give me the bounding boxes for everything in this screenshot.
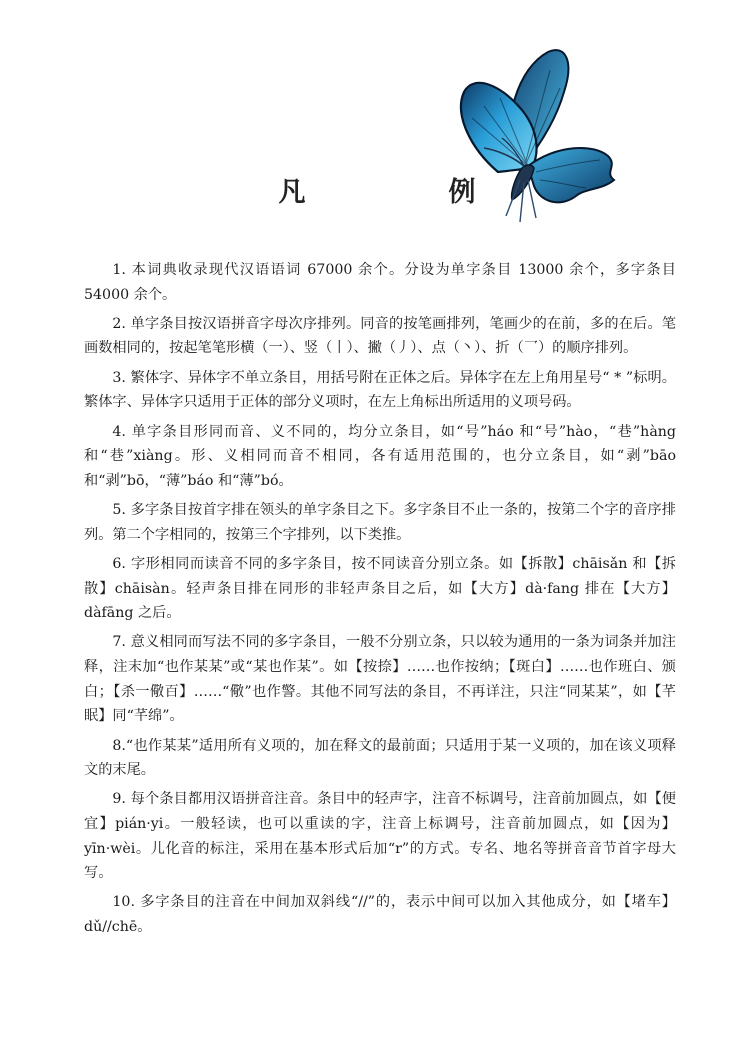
butterfly-illustration-icon <box>440 40 640 240</box>
note-paragraph-8: 8.“也作某某”适用所有义项的，加在释文的最前面；只适用于某一义项的，加在该义项释文的末尾。 <box>84 737 676 779</box>
usage-notes <box>84 258 676 944</box>
note-paragraph-6: 6. 字形相同而读音不同的多字条目，按不同读音分别立条。如【拆散】chāisǎn 和【拆散】chāisàn。轻声条目排在同形的非轻声条目之后，如【大方】dà·fang 排在【大方】dàfāng 之后。 <box>84 555 676 622</box>
note-paragraph-7: 7. 意义相同而写法不同的多字条目，一般不分别立条，只以较为通用的一条为词条并加注释，注末加“也作某某”或“某也作某”。如【按捺】……也作按纳；【斑白】……也作班白、颁白；【杀一儆百】……“儆”也作警。其他不同写法的条目，不再详注，只注“同某某”，如【芊眠】同“芊绵”。 <box>84 634 676 725</box>
note-paragraph-10: 10. 多字条目的注音在中间加双斜线“//”的，表示中间可以加入其他成分，如【堵车】dǔ//chē。 <box>84 894 676 936</box>
note-paragraph-9: 9. 每个条目都用汉语拼音注音。条目中的轻声字，注音不标调号，注音前加圆点，如【便宜】pián·yi。一般轻读，也可以重读的字，注音上标调号，注音前加圆点，如【因为】yīn·wèi。儿化音的标注，采用在基本形式后加“r”的方式。专名、地名等拼音音节首字母大写。 <box>84 791 676 882</box>
note-paragraph-4: 4. 单字条目形同而音、义不同的，均分立条目，如“号”háo 和“号”hào，“巷”hàng 和“巷”xiàng。形、义相同而音不相同，各有适用范围的，也分立条目，如“剥”bāo 和“剥”bō，“薄”báo 和“薄”bó。 <box>84 423 676 489</box>
note-paragraph-3: 3. 繁体字、异体字不单立条目，用括号附在正体之后。异体字在左上角用星号“ * ”标明。繁体字、异体字只适用于正体的部分义项时，在左上角标出所适用的义项号码。 <box>84 369 676 411</box>
note-paragraph-2: 2. 单字条目按汉语拼音字母次序排列。同音的按笔画排列，笔画少的在前，多的在后。笔画数相同的，按起笔笔形横（一）、竖（丨）、撇（丿）、点（丶）、折（乛）的顺序排列。 <box>84 315 676 357</box>
note-paragraph-1: 1. 本词典收录现代汉语语词 67000 余个。分设为单字条目 13000 余个，多字条目 54000 余个。 <box>84 262 676 303</box>
note-paragraph-5: 5. 多字条目按首字排在领头的单字条目之下。多字条目不止一条的，按第二个字的音序排列。第二个字相同的，按第三个字排列，以下类推。 <box>84 502 676 543</box>
page-title: 凡 例 <box>278 177 534 208</box>
